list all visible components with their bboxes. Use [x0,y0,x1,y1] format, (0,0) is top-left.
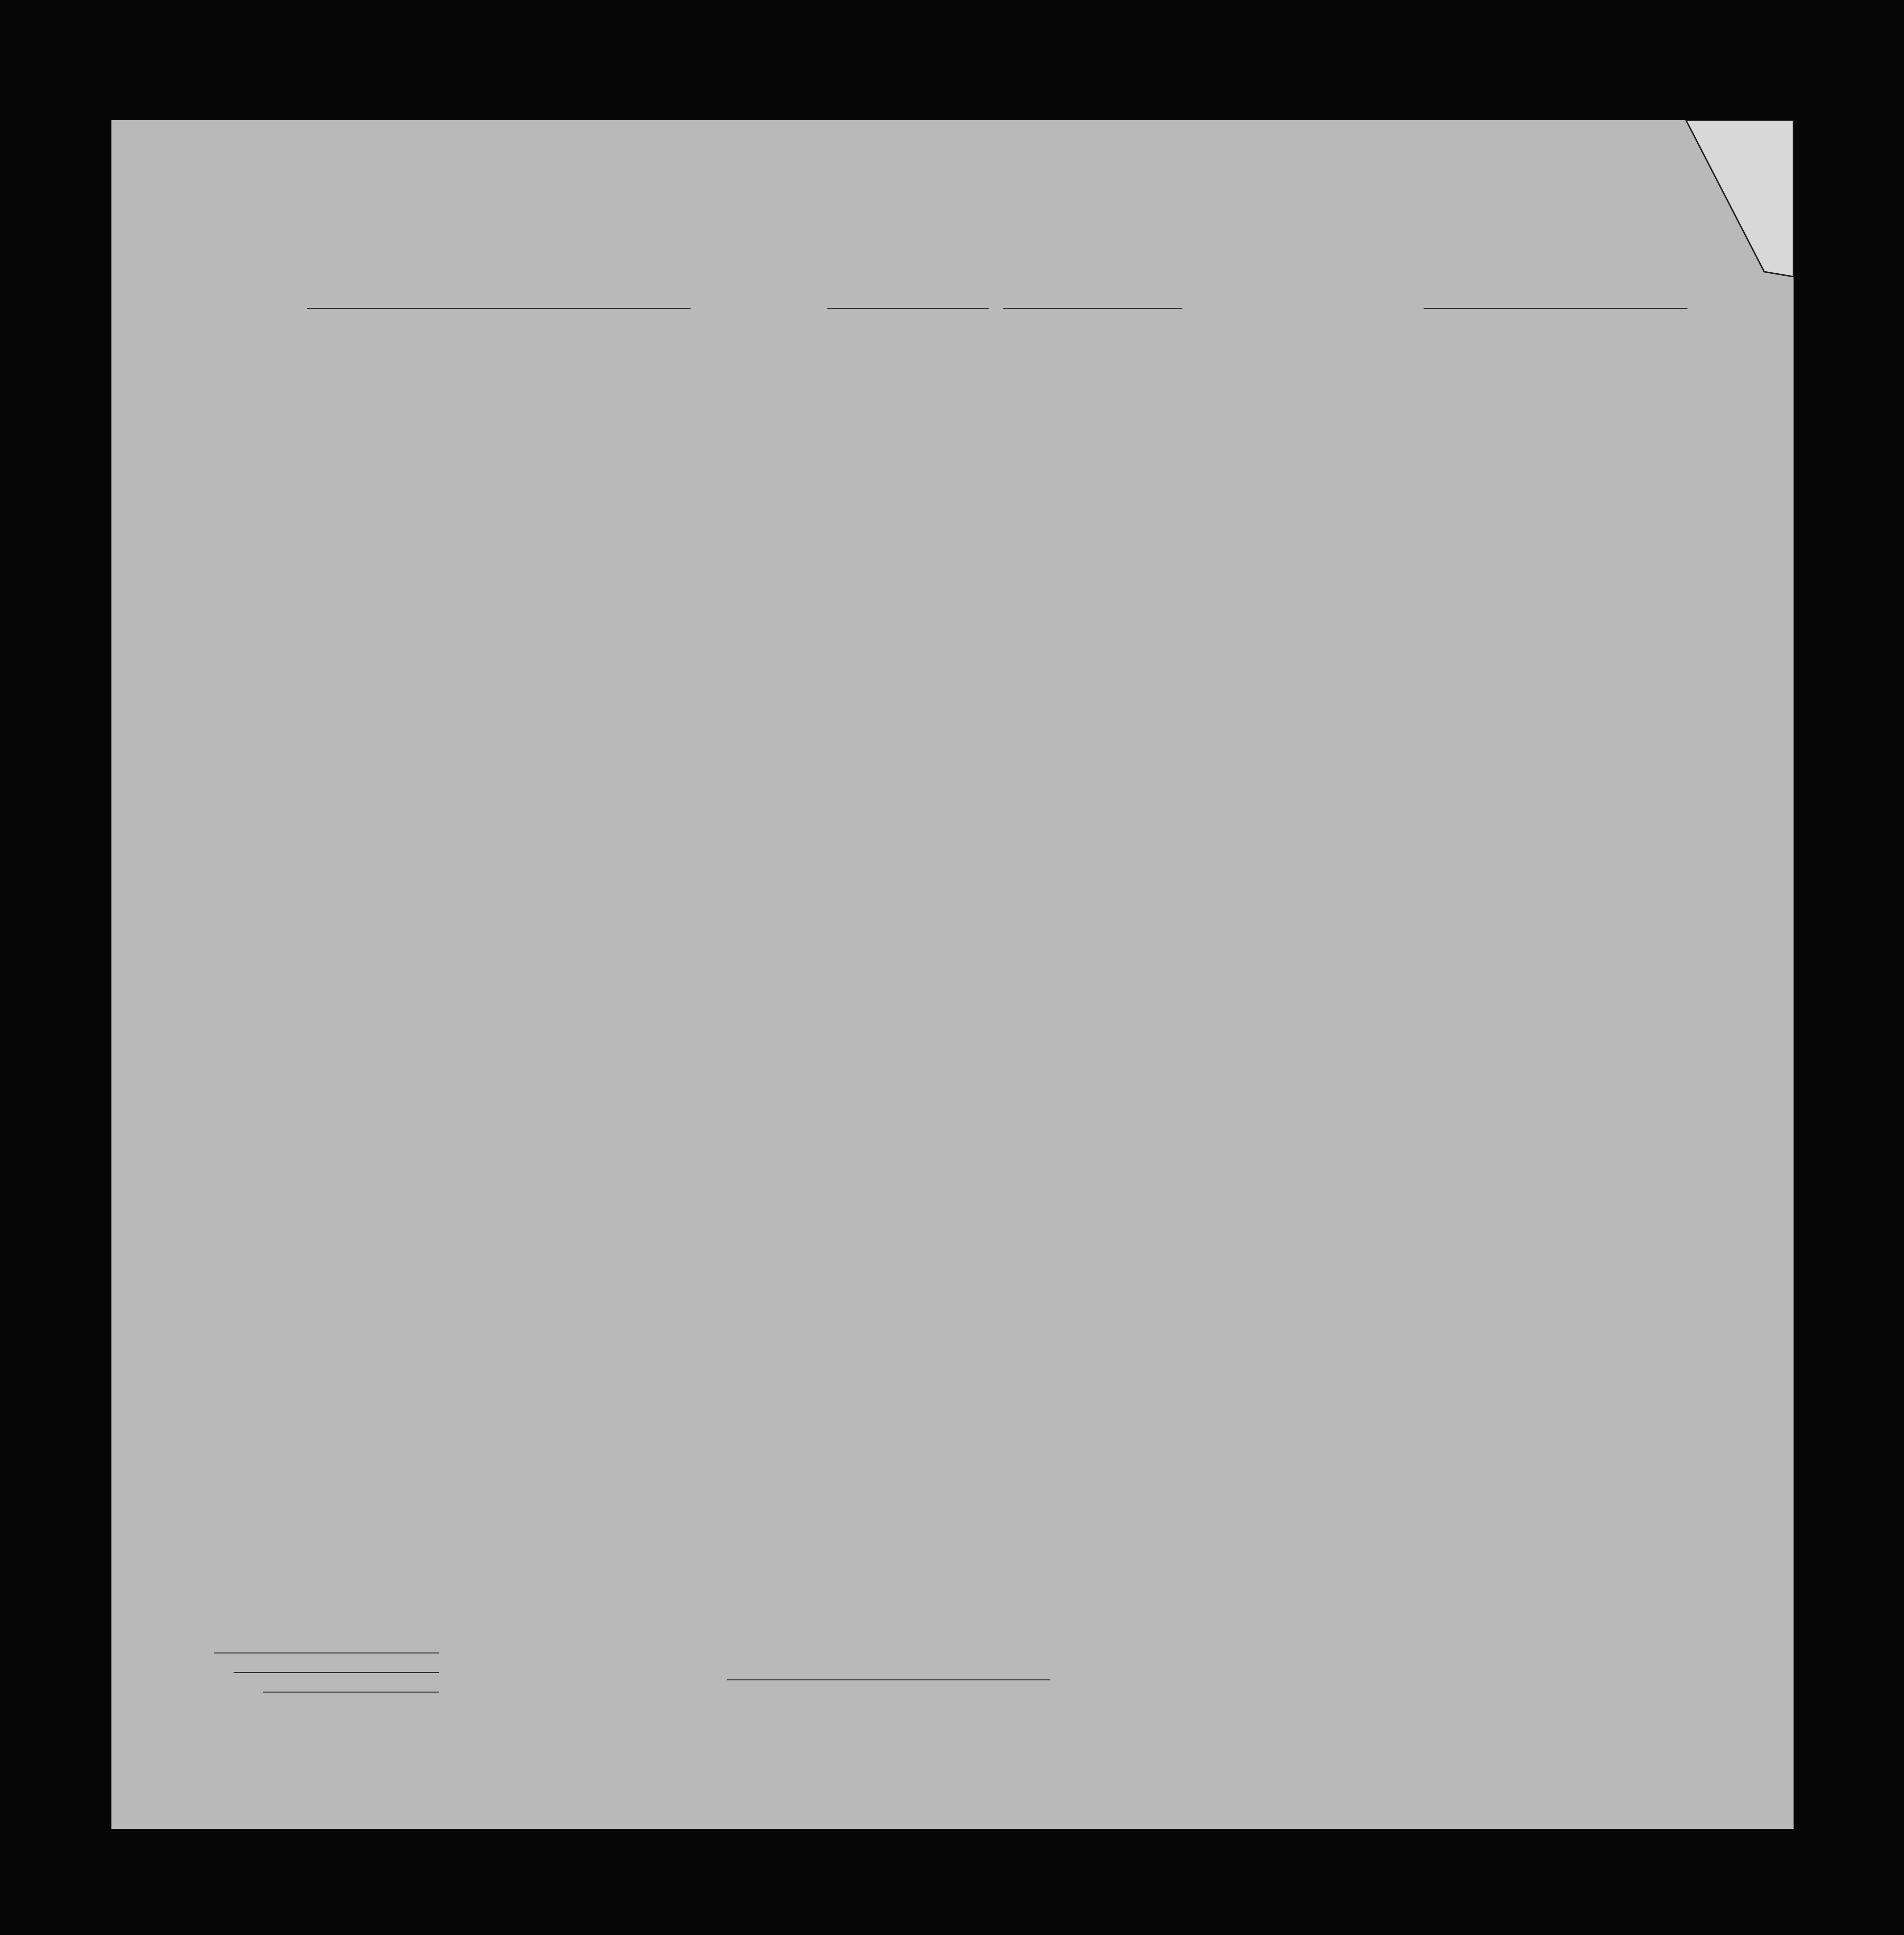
manifest-sheet [111,120,1794,1829]
table-grid [111,120,1794,1829]
